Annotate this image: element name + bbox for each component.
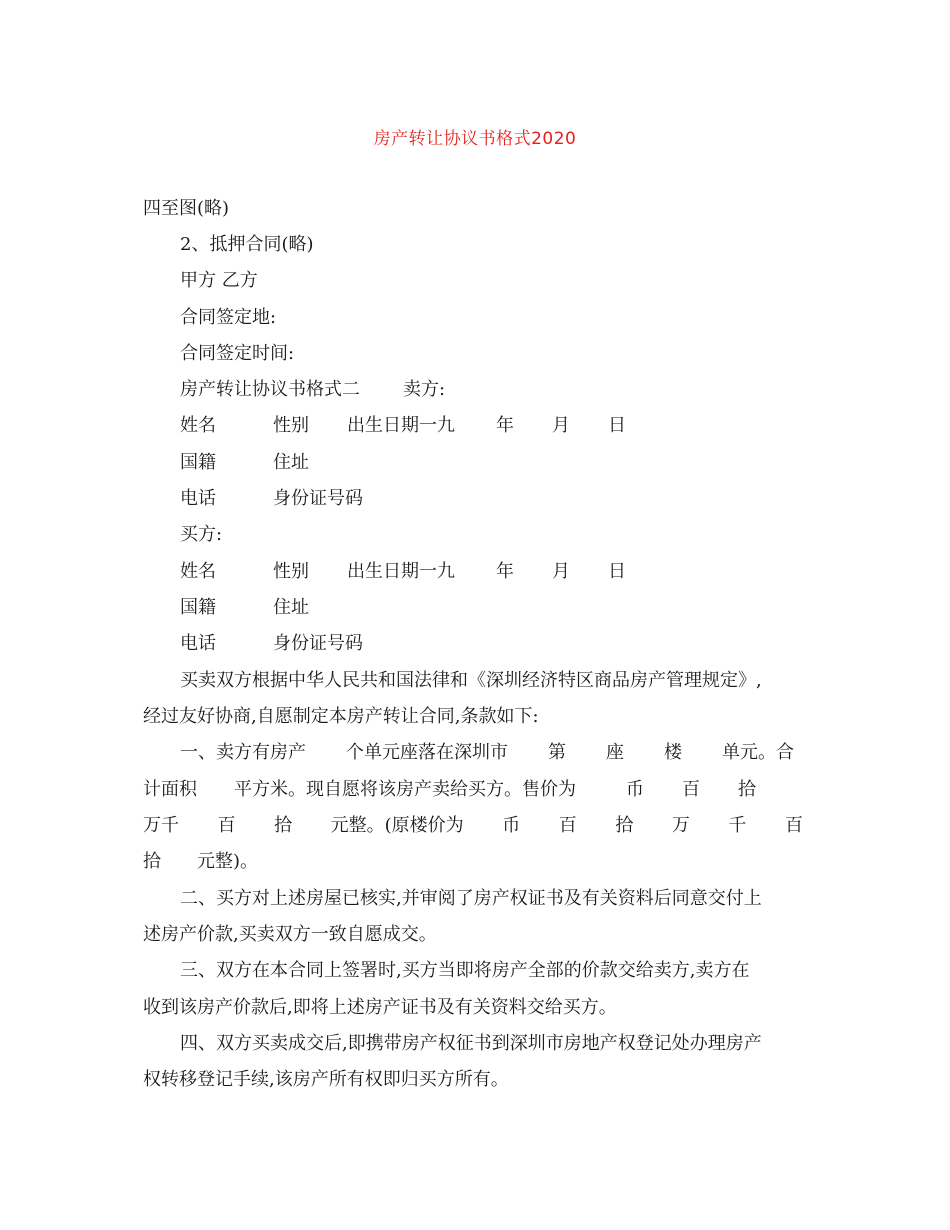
seller-nationality-label: 国籍 (180, 452, 216, 473)
paragraph-line: 三、双方在本合同上签署时,买方当即将房产全部的价款交给卖方,卖方在 (180, 960, 750, 981)
buyer-label: 买方: (180, 524, 223, 545)
seller-id-label: 身份证号码 (273, 488, 363, 509)
clause-segment: 拾 (738, 779, 756, 800)
seller-name-label: 姓名 (180, 415, 216, 436)
clause-segment: 币 (626, 779, 644, 800)
paragraph-line: 述房产价款,买卖双方一致自愿成交。 (143, 924, 437, 945)
buyer-id-label: 身份证号码 (273, 633, 363, 654)
buyer-address-label: 住址 (273, 597, 309, 618)
clause-segment: 平方米。现自愿将该房产卖给买方。售价为 (234, 779, 576, 800)
clause-segment: 万千 (143, 815, 179, 836)
paragraph-line: 经过友好协商,自愿制定本房产转让合同,条款如下: (143, 706, 539, 727)
text-line: 四至图(略) (143, 198, 230, 219)
seller-month-label: 月 (552, 415, 570, 436)
clause-segment: 币 (502, 815, 521, 836)
text-line: 合同签定时间: (180, 343, 295, 364)
clause-segment: 千 (728, 815, 747, 836)
paragraph-line: 收到该房产价款后,即将上述房产证书及有关资料交给买方。 (143, 997, 617, 1018)
seller-phone-label: 电话 (180, 488, 216, 509)
clause-segment: 百 (784, 815, 803, 836)
seller-gender-label: 性别 (273, 415, 309, 436)
buyer-phone-label: 电话 (180, 633, 216, 654)
seller-day-label: 日 (608, 415, 626, 436)
clause-segment: 元整)。 (197, 851, 259, 872)
seller-label: 卖方: (403, 379, 446, 400)
clause-segment: 座 (606, 742, 624, 763)
seller-address-label: 住址 (273, 452, 309, 473)
buyer-month-label: 月 (552, 561, 570, 582)
clause-segment: 单元。合 (722, 742, 794, 763)
clause-segment: 万 (671, 815, 690, 836)
paragraph-line: 二、买方对上述房屋已核实,并审阅了房产权证书及有关资料后同意交付上 (180, 888, 762, 909)
clause-segment: 第 (548, 742, 566, 763)
seller-birth-label: 出生日期一九 (347, 415, 455, 436)
buyer-day-label: 日 (608, 561, 626, 582)
clause-segment: 楼 (664, 742, 682, 763)
clause-segment: 百 (558, 815, 577, 836)
clause-segment: 一、卖方有房产 (180, 742, 306, 763)
paragraph-line: 买卖双方根据中华人民共和国法律和《深圳经济特区商品房产管理规定》, (180, 670, 762, 691)
buyer-name-label: 姓名 (180, 561, 216, 582)
clause-segment: 拾 (615, 815, 634, 836)
clause-segment: 元整。(原楼价为 (330, 815, 464, 836)
clause-segment: 拾 (143, 851, 161, 872)
buyer-nationality-label: 国籍 (180, 597, 216, 618)
paragraph-line: 权转移登记手续,该房产所有权即归买方所有。 (143, 1069, 509, 1090)
document-title: 房产转让协议书格式2020 (373, 129, 577, 149)
clause-segment: 百 (682, 779, 700, 800)
clause-1-line-1 (180, 742, 794, 764)
buyer-year-label: 年 (496, 561, 514, 582)
buyer-birth-label: 出生日期一九 (347, 561, 455, 582)
clause-segment: 拾 (274, 815, 293, 836)
clause-segment: 计面积 (143, 779, 197, 800)
text-line: 房产转让协议书格式二 (180, 379, 360, 400)
clause-1-line-3 (143, 815, 803, 837)
text-line: 2、抵押合同(略) (180, 234, 314, 255)
clause-segment: 个单元座落在深圳市 (346, 742, 508, 763)
paragraph-line: 四、双方买卖成交后,即携带房产权征书到深圳市房地产权登记处办理房产 (180, 1033, 762, 1054)
buyer-gender-label: 性别 (273, 561, 309, 582)
text-line: 甲方 乙方 (180, 270, 258, 291)
clause-segment: 百 (217, 815, 236, 836)
seller-year-label: 年 (496, 415, 514, 436)
text-line: 合同签定地: (180, 307, 277, 328)
